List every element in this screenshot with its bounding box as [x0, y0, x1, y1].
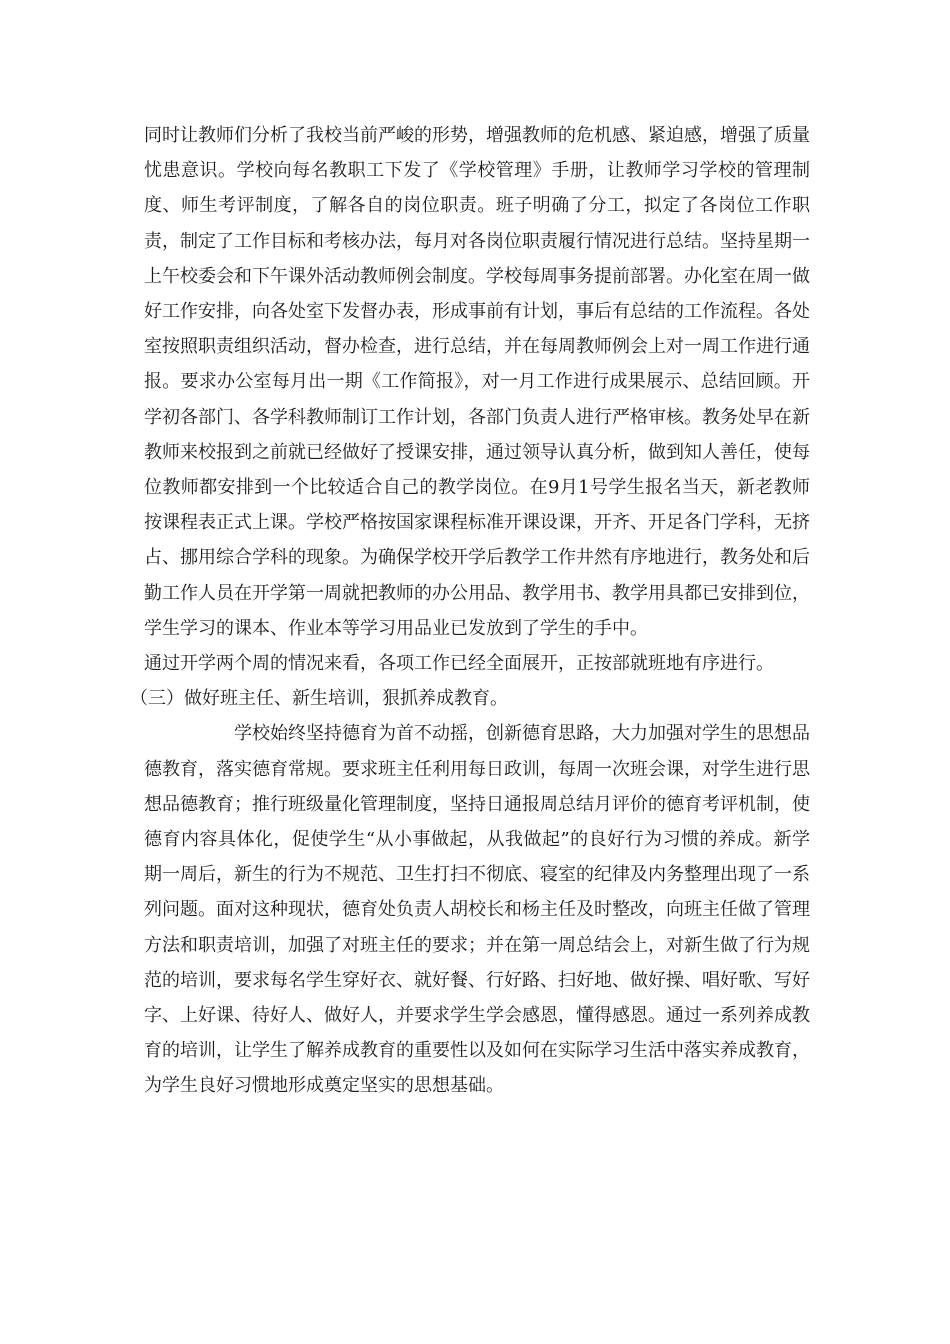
paragraph-moral-education: 学校始终坚持德育为首不动摇，创新德育思路，大力加强对学生的思想品德教育，落实德育常规。要求班主任利用每日政训，每周一次班会课，对学生进行思想品德教育；推行班级量化管理制度，坚持日通报周总结月评价的德育考评机制，使德育内容具体化，促使学生“从小事做起，从我做起”的良好行为习惯的养成。新学期一周后，新生的行为不规范、卫生打扫不彻底、寝室的纪律及内务整理出现了一系列问题。面对这种现状，德育处负责人胡校长和杨主任及时整改，向班主任做了管理方法和职责培训，加强了对班主任的要求；并在第一周总结会上，对新生做了行为规范的培训，要求每名学生穿好衣、就好餐、行好路、扫好地、做好操、唱好歌、写好字、上好课、待好人、做好人，并要求学生学会感恩，懂得感恩。通过一系列养成教育的培训，让学生了解养成教育的重要性以及如何在实际学习生活中落实养成教育，为学生良好习惯地形成奠定坚实的思想基础。: [144, 723, 810, 1097]
paragraph-school-management: 同时让教师们分析了我校当前严峻的形势，增强教师的危机感、紧迫感，增强了质量忧患意识。学校向每名教职工下发了《学校管理》手册，让教师学习学校的管理制度、师生考评制度，了解各自的岗位职责。班子明确了分工，拟定了各岗位工作职责，制定了工作目标和考核办法，每月对各岗位职责履行情况进行总结。坚持星期一上午校委会和下午课外活动教师例会制度。学校每周事务提前部署。办化室在周一做好工作安排，向各处室下发督办表，形成事前有计划，事后有总结的工作流程。各处室按照职责组织活动，督办检查，进行总结，并在每周教师例会上对一周工作进行通报。要求办公室每月出一期《工作简报》，对一月工作进行成果展示、总结回顾。开学初各部门、各学科教师制订工作计划，各部门负责人进行严格审核。教务处早在新教师来校报到之前就已经做好了授课安排，通过领导认真分析，做到知人善任，使每位教师都安排到一个比较适合自己的教学岗位。在9月1号学生报名当天，新老教师按课程表正式上课。学校严格按国家课程标准开课设课，开齐、开足各门学科，无挤占、挪用综合学科的现象。为确保学校开学后教学工作井然有序地进行，教务处和后勤工作人员在开学第一周就把教师的办公用品、教学用书、教学用具都已安排到位，学生学习的课本、作业本等学习用品业已发放到了学生的手中。: [144, 125, 810, 639]
document-body: [130, 118, 810, 1104]
paragraph-summary: 通过开学两个周的情况来看，各项工作已经全面展开，正按部就班地有序进行。: [144, 653, 774, 675]
section-heading-three: （三）做好班主任、新生培训，狠抓养成教育。: [130, 688, 508, 710]
